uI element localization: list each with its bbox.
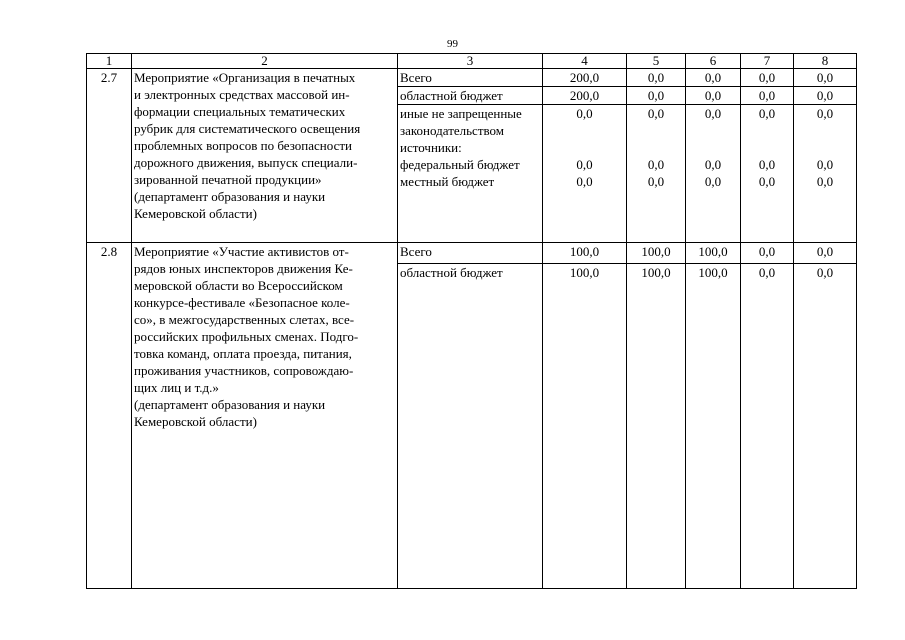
activity-description: Мероприятие «Организация в печатных и электронных средствах массовой ин- формации специальных тематических рубрик для систематического освещения проблемных вопросов по безопасности дорожного движения, выпуск специали- зированной печатной продукции» (департамент образования и науки Кемеровской области) [132, 69, 398, 243]
column-header: 8 [794, 54, 857, 69]
value-column-5 [627, 243, 686, 589]
source-label: Всего [398, 69, 542, 87]
value-column-8 [794, 69, 857, 243]
value-cell: 0,0 [576, 174, 593, 189]
source-label: иные не запрещенные законодательством источники: [400, 106, 522, 155]
value-cell: 0,0 [816, 174, 834, 189]
value-cell: 0,0 [686, 69, 740, 87]
funding-sources [398, 243, 543, 589]
value-column-6 [686, 243, 741, 589]
value-column-7 [741, 69, 794, 243]
column-header: 2 [132, 54, 398, 69]
value-cell: 100,0 [627, 243, 685, 264]
value-cell: 100,0 [569, 265, 600, 280]
funding-sources [398, 69, 543, 243]
value-cell: 200,0 [543, 87, 626, 105]
value-column-4 [543, 243, 627, 589]
value-cell: 0,0 [794, 243, 856, 264]
value-cell: 100,0 [698, 265, 728, 280]
value-cell: 0,0 [627, 69, 685, 87]
value-cell: 0,0 [576, 157, 593, 172]
value-cell: 0,0 [704, 174, 722, 189]
value-column-8 [794, 243, 857, 589]
page-number: 99 [447, 38, 458, 50]
budget-table [86, 53, 857, 589]
source-label: местный бюджет [400, 174, 495, 189]
value-cell: 0,0 [758, 106, 776, 121]
value-column-6 [686, 69, 741, 243]
value-cell: 100,0 [543, 243, 626, 264]
value-cell: 0,0 [816, 157, 834, 172]
value-cell: 0,0 [627, 87, 685, 105]
value-column-4 [543, 69, 627, 243]
value-cell: 0,0 [647, 157, 665, 172]
value-cell: 0,0 [758, 265, 776, 280]
value-cell: 0,0 [576, 106, 593, 121]
value-cell: 0,0 [816, 106, 834, 121]
table-row [87, 243, 857, 589]
value-cell: 100,0 [686, 243, 740, 264]
source-label: федеральный бюджет [400, 157, 520, 172]
value-cell: 0,0 [704, 157, 722, 172]
row-number: 2.7 [87, 69, 132, 243]
value-cell: 0,0 [816, 265, 834, 280]
column-header: 5 [627, 54, 686, 69]
value-cell: 0,0 [647, 106, 665, 121]
column-header: 3 [398, 54, 543, 69]
table-row [87, 69, 857, 243]
column-header: 7 [741, 54, 794, 69]
column-header-row [87, 54, 857, 69]
column-header: 1 [87, 54, 132, 69]
value-column-5 [627, 69, 686, 243]
source-label: областной бюджет [400, 265, 503, 280]
column-header: 4 [543, 54, 627, 69]
value-column-7 [741, 243, 794, 589]
value-cell: 0,0 [647, 174, 665, 189]
value-cell: 0,0 [704, 106, 722, 121]
value-cell: 0,0 [794, 87, 856, 105]
value-cell: 100,0 [641, 265, 671, 280]
value-cell: 0,0 [741, 69, 793, 87]
value-cell: 0,0 [758, 157, 776, 172]
row-number: 2.8 [87, 243, 132, 589]
column-header: 6 [686, 54, 741, 69]
source-label: областной бюджет [398, 87, 542, 105]
value-cell: 200,0 [543, 69, 626, 87]
source-label: Всего [398, 243, 542, 264]
value-cell: 0,0 [741, 243, 793, 264]
activity-description: Мероприятие «Участие активистов от- рядов юных инспекторов движения Ке- меровской области во Всероссийском конкурсе-фестивале «Безопасное коле- со», в межгосударственных слетах, все- российских профильных сменах. Подго- товка команд, оплата проезда, питания, проживания участников, сопровождаю- щих лиц и т.д.» (департамент образования и науки Кемеровской области) [132, 243, 398, 589]
value-cell: 0,0 [794, 69, 856, 87]
value-cell: 0,0 [741, 87, 793, 105]
value-cell: 0,0 [686, 87, 740, 105]
value-cell: 0,0 [758, 174, 776, 189]
